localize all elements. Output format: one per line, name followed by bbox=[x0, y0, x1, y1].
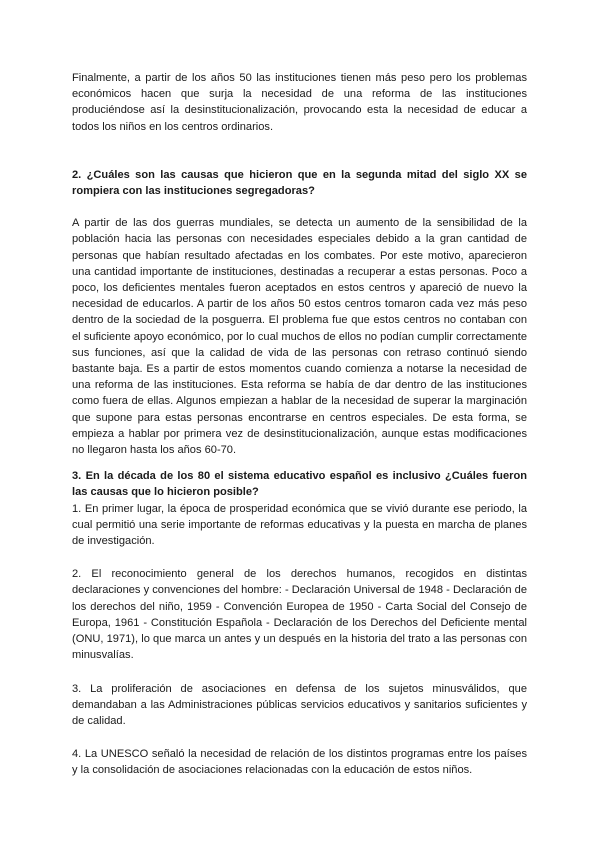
section-3-item-1: 1. En primer lugar, la época de prosperidad económica que se vivió durante ese periodo, la cual permitió una serie importante de reformas educativas y la puesta en marcha de planes de investigación. bbox=[72, 502, 527, 548]
document-page bbox=[72, 70, 527, 779]
section-3-item-3: 3. La proliferación de asociaciones en defensa de los sujetos minusválidos, que demandaban a las Administraciones públicas servicios educativos y sanitarios suficientes y de calidad. bbox=[72, 682, 527, 727]
intro-paragraph: Finalmente, a partir de los años 50 las instituciones tienen más peso pero los problemas económicos hacen que surja la necesidad de una reforma de las instituciones produciéndose así la desinstitucionalización, provocando esta la necesidad de educar a todos los niños en los centros ordinarios. bbox=[72, 72, 527, 133]
section-3-item-2: 2. El reconocimiento general de los derechos humanos, recogidos en distintas declaraciones y convenciones del hombre: - Declaración Universal de 1948 - Declaración de los derechos del niño, 1959 - Convención Europea de 1950 - Carta Social del Consejo de Europa, 1961 - Constitución Española - Declaración de los Derechos del Deficiente mental (ONU, 1971), lo que marca un antes y un después en la historia del trato a las personas con minusvalías. bbox=[72, 568, 527, 662]
section-3-heading: 3. En la década de los 80 el sistema educativo español es inclusivo ¿Cuáles fueron las causas que lo hicieron posible? bbox=[72, 470, 527, 499]
section-2-heading: 2. ¿Cuáles son las causas que hicieron que en la segunda mitad del siglo XX se rompiera con las instituciones segregadoras? bbox=[72, 168, 527, 198]
section-3-item-4: 4. La UNESCO señaló la necesidad de relación de los distintos programas entre los países y la consolidación de asociaciones relacionadas con la educación de estos niños. bbox=[72, 748, 527, 777]
section-2-paragraph: A partir de las dos guerras mundiales, se detecta un aumento de la sensibilidad de la población hacia las personas con necesidades especiales debido a la gran cantidad de personas que habían resultado afectadas en los combates. Por este motivo, aparecieron una cantidad importante de instituciones, destinadas a recuperar a estas personas. Poco a poco, los deficientes mentales fueron aceptados en estos centros y apareció de nuevo la necesidad de educarlos. A partir de los años 50 estos centros tomaron cada vez más peso dentro de la sociedad de la posguerra. El problema fue que estos centros no contaban con el suficiente apoyo económico, por lo cual muchos de ellos no podían cumplir correctamente sus funciones, así que la calidad de vida de las personas con retraso continuó siendo bastante baja. Es a partir de estos momentos cuando comienza a notarse la necesidad de una reforma de las instituciones. Esta reforma se había de dar dentro de las instituciones como fuera de ellas. Algunos empiezan a hablar de la necesidad de superar la marginación que supone para estas personas encontrarse en centros especiales. De esta forma, se empieza a hablar por primera vez de desinstitucionalización, aunque estas modificaciones no llegaron hasta los años 60-70. bbox=[72, 217, 527, 457]
